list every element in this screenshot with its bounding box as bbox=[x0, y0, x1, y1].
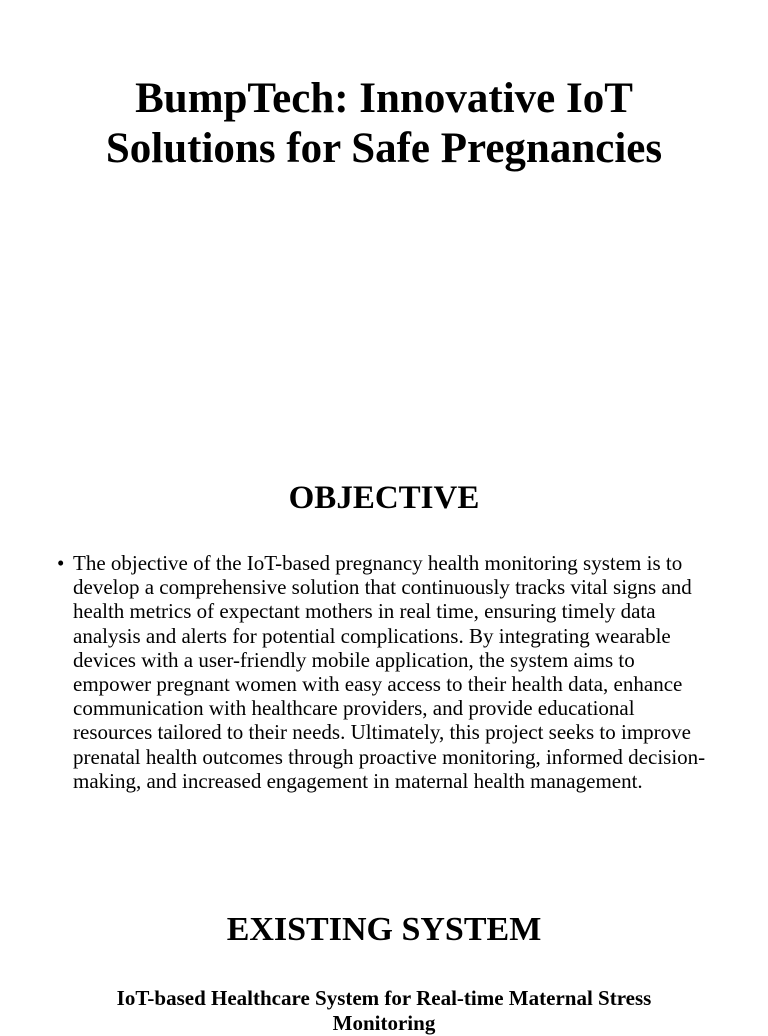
existing-system-heading: EXISTING SYSTEM bbox=[226, 911, 542, 948]
bullet-icon: • bbox=[57, 551, 65, 575]
existing-system-subheading: IoT-based Healthcare System for Real-time Maternal Stress Monitoring bbox=[116, 986, 652, 1035]
objective-bullet-list bbox=[57, 551, 717, 793]
objective-bullet-item bbox=[57, 551, 717, 793]
objective-paragraph: The objective of the IoT-based pregnancy health monitoring system is to develop a comprehensive solution that continuously tracks vital signs and health metrics of expectant mothers in real time, ensuring timely data analysis and alerts for potential complications. By integrating wearable devices with a user-friendly mobile application, the system aims to empower pregnant women with easy access to their health data, enhance communication with healthcare providers, and provide educational resources tailored to their needs. Ultimately, this project seeks to improve prenatal health outcomes through proactive monitoring, informed decision-making, and increased engagement in maternal health management. bbox=[73, 551, 706, 793]
objective-heading: OBJECTIVE bbox=[288, 480, 480, 516]
document-title: BumpTech: Innovative IoT Solutions for Safe Pregnancies bbox=[105, 75, 663, 172]
